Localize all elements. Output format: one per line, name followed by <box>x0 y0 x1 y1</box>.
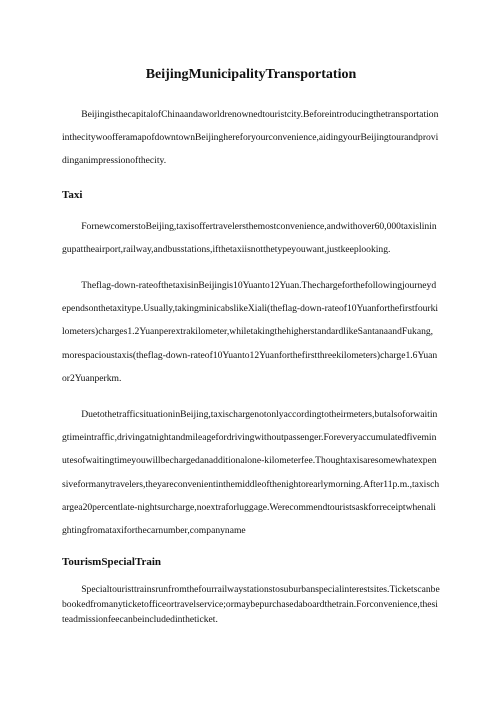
document-title: BeijingMunicipalityTransportation <box>145 67 357 82</box>
taxi-paragraph-1: FornewcomerstoBeijing,taxisoffertravelersthemostconvenience,andwithover60,000taxisliningupattheairport,railway,andbusstations,ifthetaxiisnotthetypeyouwant,justkeeplooking. <box>62 220 437 255</box>
section-heading-tourism-special-train: TourismSpecialTrain <box>62 556 162 569</box>
taxi-paragraph-2: Theflag-down-rateofthetaxisinBeijingis10Yuanto12Yuan.Thechargeforthefollowingjourneydependsonthetaxitype.Usually,takingminicabslikeXiali(theflag-down-rateof10Yuanforthefirstfourkilometers)charges1.2Yuanperextrakilometer,whiletakingthehigherstandardlikeSantanaandFukang,morespacioustaxis(theflag-down-rateof10Yuanto12Yuanforthefirstthreekilometers)charge1.6Yuanor2Yuanperkm. <box>62 280 439 384</box>
intro-paragraph: BeijingisthecapitalofChinaandaworldrenownedtouristcity.BeforeintroducingthetransportationinthecitywoofferamapofdowntownBeijinghereforyourconvenience,aidingyourBeijingtourandprovidinganimpressionofthecity. <box>62 109 439 167</box>
train-paragraph-1: Specialtouristtrainsrunfromthefourrailwaystationstosuburbanspecialinterestsites.Ticketscanbebookedfromanyticketofficeortravelservice;ormaybepurchasedaboardthetrain.Forconvenience,thesiteadmissionfeecanbeincludedintheticket. <box>62 584 440 626</box>
section-heading-taxi: Taxi <box>62 188 83 201</box>
taxi-paragraph-3: DuetothetrafficsituationinBeijing,taxischargenotonlyaccordingtotheirmeters,butalsoforwaitingtimeintraffic,drivingatnightandmileagefordrivingwithoutpassenger.Foreveryaccumulatedfiveminutesofwaitingtimeyouwillbechargedanadditionalone-kilometerfee.Thoughtaxisaresomewhatexpensiveformanytravelers,theyareconvenientinthemiddleofthenightorearlymorning.After11p.m.,taxischargea20percentlate-nightsurcharge,noextraforluggage.Werecommendtouristsaskforreceiptwhenalightingfromataxiforthecarnumber,companyname <box>62 409 440 537</box>
